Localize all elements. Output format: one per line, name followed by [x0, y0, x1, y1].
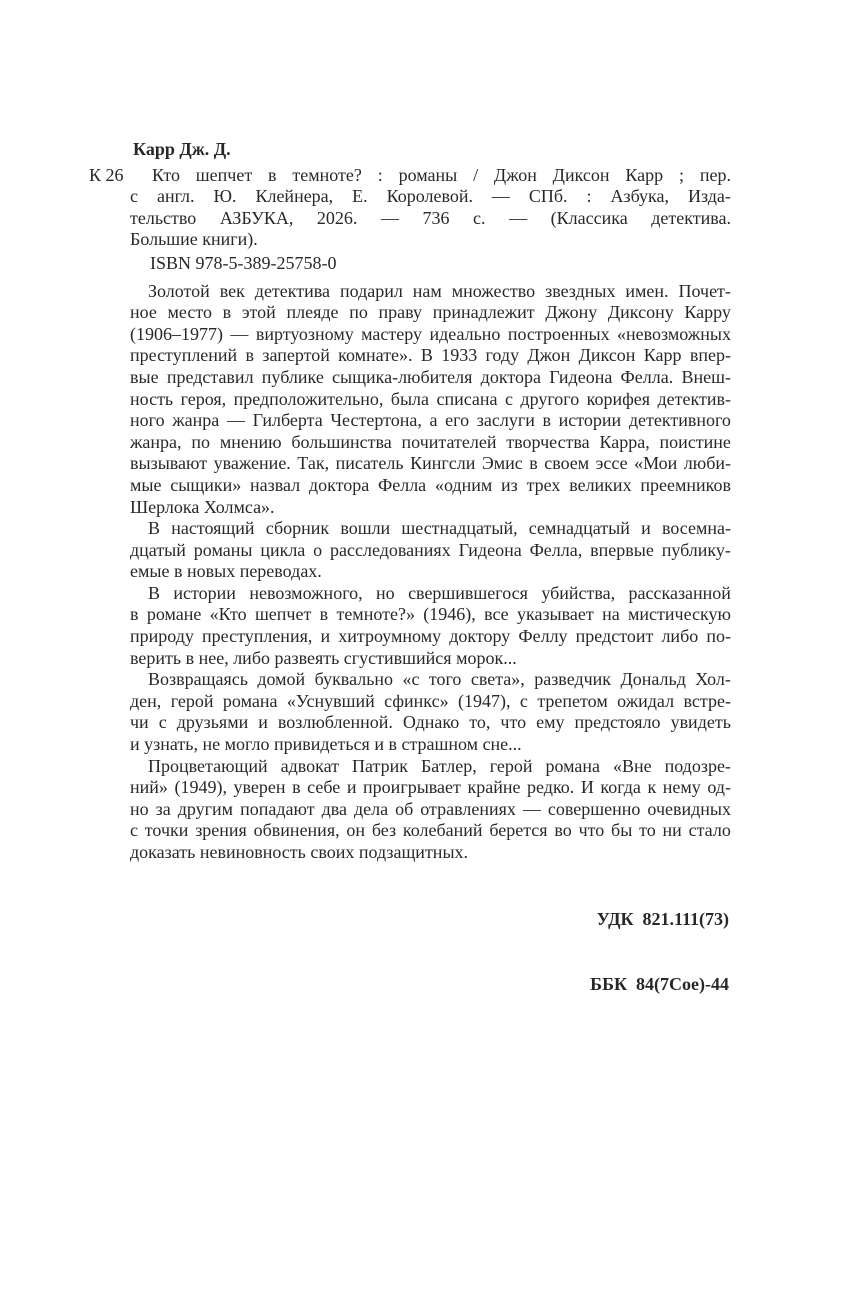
text-line: Процветающий адвокат Патрик Батлер, герой романа «Вне подозре-	[148, 755, 731, 776]
udk-code: УДК 821.111(73)	[596, 908, 729, 929]
text-line: ний» (1949), уверен в себе и проигрывает крайне редко. И когда к нему од-	[130, 777, 731, 798]
annotation-paragraph	[130, 669, 731, 755]
text-line: в романе «Кто шепчет в темноте?» (1946), все указывает на мистическую	[130, 604, 731, 625]
annotation	[130, 281, 731, 864]
catalog-card	[89, 164, 731, 251]
text-line: чи с друзьями и возлюбленной. Однако то, что ему предстояло увидеть	[130, 712, 731, 733]
text-line: Кто шепчет в темноте? : романы / Джон Диксон Карр ; пер.	[152, 164, 731, 185]
annotation-paragraph	[130, 518, 731, 583]
text-line: жанра, по мнению большинства почитателей творчества Карра, поистине	[130, 431, 731, 452]
text-line: ден, герой романа «Уснувший сфинкс» (1947), с трепетом ожидал встре-	[130, 690, 731, 711]
text-line: верить в нее, либо развеять сгустившийся морок...	[130, 647, 517, 668]
text-line: (1906–1977) — виртуозному мастеру идеально построенных «невозможных	[130, 323, 731, 344]
text-line: мые сыщики» назвал доктора Фелла «одним из трех великих преемников	[130, 474, 731, 495]
author-heading: Карр Дж. Д.	[133, 139, 231, 159]
text-line: вызывают уважение. Так, писатель Кингсли Эмис в своем эссе «Мои люби-	[130, 453, 731, 474]
text-line: с англ. Ю. Клейнера, Е. Королевой. — СПб. : Азбука, Изда-	[130, 186, 731, 207]
isbn-line: ISBN 978-5-389-25758-0	[150, 252, 337, 273]
text-line: Большие книги).	[130, 229, 258, 250]
annotation-paragraph	[130, 756, 731, 864]
text-line: и узнать, не могло привидеться и в страшном сне...	[130, 734, 522, 755]
annotation-paragraph	[130, 583, 731, 669]
annotation-paragraph	[130, 281, 731, 519]
text-line: с точки зрения обвинения, он без колебаний берется во что бы то ни стало	[130, 820, 731, 841]
bbk-code: ББК 84(7Сое)-44	[590, 973, 729, 994]
text-line: Золотой век детектива подарил нам множество звездных имен. Почет-	[148, 280, 731, 301]
catalog-entry	[130, 165, 731, 251]
text-line: Возвращаясь домой буквально «с того света», разведчик Дональд Хол-	[148, 669, 731, 690]
text-line: емые в новых переводах.	[130, 561, 322, 582]
text-line: доказать невиновность своих подзащитных.	[130, 842, 469, 862]
text-line: тельство АЗБУКА, 2026. — 736 с. — (Классика детектива.	[130, 207, 731, 228]
text-line: ного жанра — Гилберта Честертона, а его заслуги в истории детективного	[130, 410, 731, 431]
catalog-code: К 26	[89, 164, 124, 185]
text-line: ное место в этой плеяде по праву принадлежит Джону Диксону Карру	[130, 302, 731, 323]
text-line: Шерлока Холмса».	[130, 496, 275, 517]
text-line: дцатый романы цикла о расследованиях Гидеона Фелла, впервые публику-	[130, 539, 731, 560]
text-line: преступлений в запертой комнате». В 1933 году Джон Диксон Карр впер-	[130, 345, 731, 366]
imprint-text-block	[89, 139, 731, 1038]
text-line: ность героя, предположительно, была списана с другого корифея детектив-	[130, 388, 731, 409]
text-line: вые представил публике сыщика-любителя доктора Гидеона Фелла. Внеш-	[130, 366, 731, 387]
text-line: природу преступления, и хитроумному доктору Феллу предстоит либо по-	[130, 626, 731, 647]
classification-block	[130, 866, 731, 1039]
text-line: В истории невозможного, но свершившегося убийства, рассказанной	[148, 582, 731, 603]
text-line: но за другим попадают два дела об отравлениях — совершенно очевидных	[130, 798, 731, 819]
text-line: В настоящий сборник вошли шестнадцатый, семнадцатый и восемна-	[148, 518, 731, 539]
